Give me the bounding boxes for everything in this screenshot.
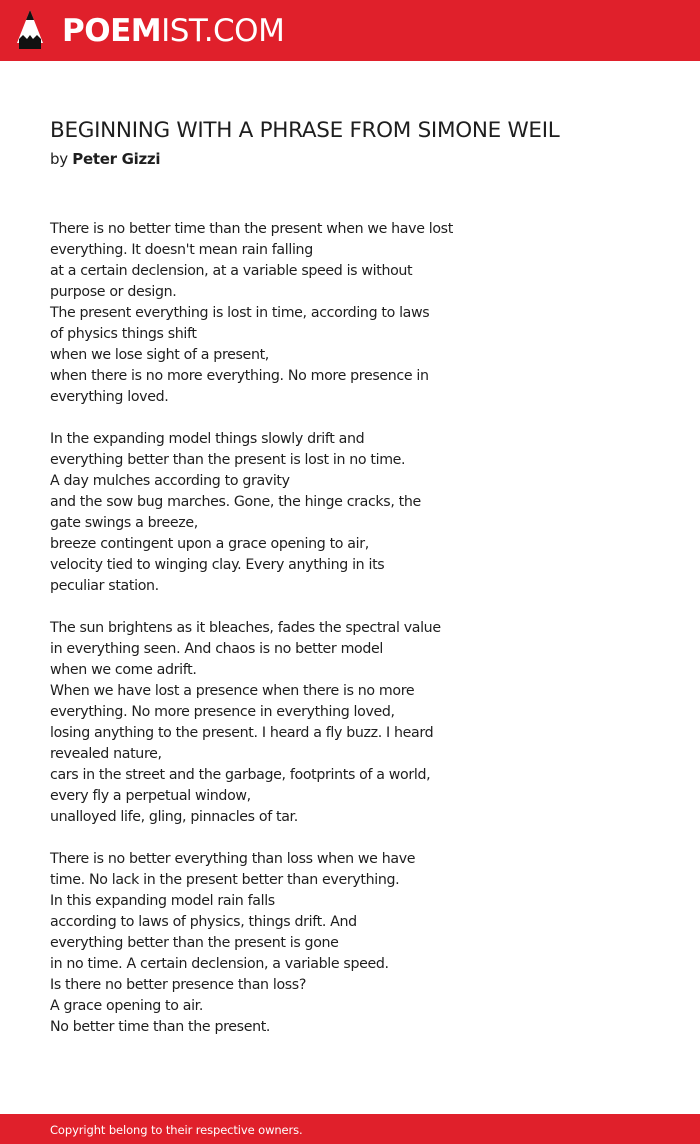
poem-line: There is no better time than the present when we have lost [50,221,453,237]
poem-line: In this expanding model rain falls [50,893,275,909]
poem-line: When we have lost a presence when there is no more [50,683,415,699]
poem-body [50,219,650,1059]
poem-stanza [50,429,650,597]
poem-line: peculiar station. [50,578,159,594]
poem-title: BEGINNING WITH A PHRASE FROM SIMONE WEIL [50,118,560,143]
copyright-notice: Copyright belong to their respective owners. [50,1123,303,1137]
poem-line: in no time. A certain declension, a variable speed. [50,956,389,972]
poem-stanza [50,849,650,1038]
poem-line: everything. It doesn't mean rain falling [50,242,313,258]
poem-line: cars in the street and the garbage, footprints of a world, [50,767,431,783]
poem-line: everything loved. [50,389,169,405]
poem-line: The present everything is lost in time, according to laws [50,305,430,321]
poem-line: at a certain declension, at a variable speed is without [50,263,413,279]
poem-line: velocity tied to winging clay. Every anything in its [50,557,385,573]
logo-light-text: IST.COM [161,13,285,49]
poem-line: when we come adrift. [50,662,197,678]
poem-line: gate swings a breeze, [50,515,198,531]
poem-line: No better time than the present. [50,1019,271,1035]
poem-line: breeze contingent upon a grace opening to air, [50,536,369,552]
site-logo[interactable] [62,13,284,49]
poem-byline [50,149,160,169]
poem-line: There is no better everything than loss when we have [50,851,416,867]
poem-line: according to laws of physics, things drift. And [50,914,357,930]
poem-line: of physics things shift [50,326,197,342]
poem-line: when we lose sight of a present, [50,347,269,363]
poem-line: In the expanding model things slowly drift and [50,431,365,447]
poem-line: in everything seen. And chaos is no better model [50,641,384,657]
poem-stanza [50,219,650,408]
poem-line: losing anything to the present. I heard a fly buzz. I heard [50,725,434,741]
poem-line: The sun brightens as it bleaches, fades the spectral value [50,620,441,636]
site-footer [0,1114,700,1144]
poem-line: purpose or design. [50,284,177,300]
poem-line: unalloyed life, gling, pinnacles of tar. [50,809,298,825]
poem-line: when there is no more everything. No more presence in [50,368,429,384]
poem-line: Is there no better presence than loss? [50,977,307,993]
poem-line: and the sow bug marches. Gone, the hinge cracks, the [50,494,421,510]
by-label: by [50,150,68,168]
poem-line: every fly a perpetual window, [50,788,251,804]
poem-author[interactable]: Peter Gizzi [72,150,161,168]
site-header [0,0,700,61]
poem-stanza [50,618,650,828]
poem-line: A grace opening to air. [50,998,204,1014]
poem-line: everything. No more presence in everything loved, [50,704,395,720]
poem-line: everything better than the present is gone [50,935,339,951]
pencil-tip-icon [16,9,44,51]
poem-line: A day mulches according to gravity [50,473,290,489]
logo-bold-text: POEM [62,13,162,49]
poem-line: everything better than the present is lost in no time. [50,452,406,468]
poem-line: time. No lack in the present better than everything. [50,872,400,888]
poem-line: revealed nature, [50,746,162,762]
